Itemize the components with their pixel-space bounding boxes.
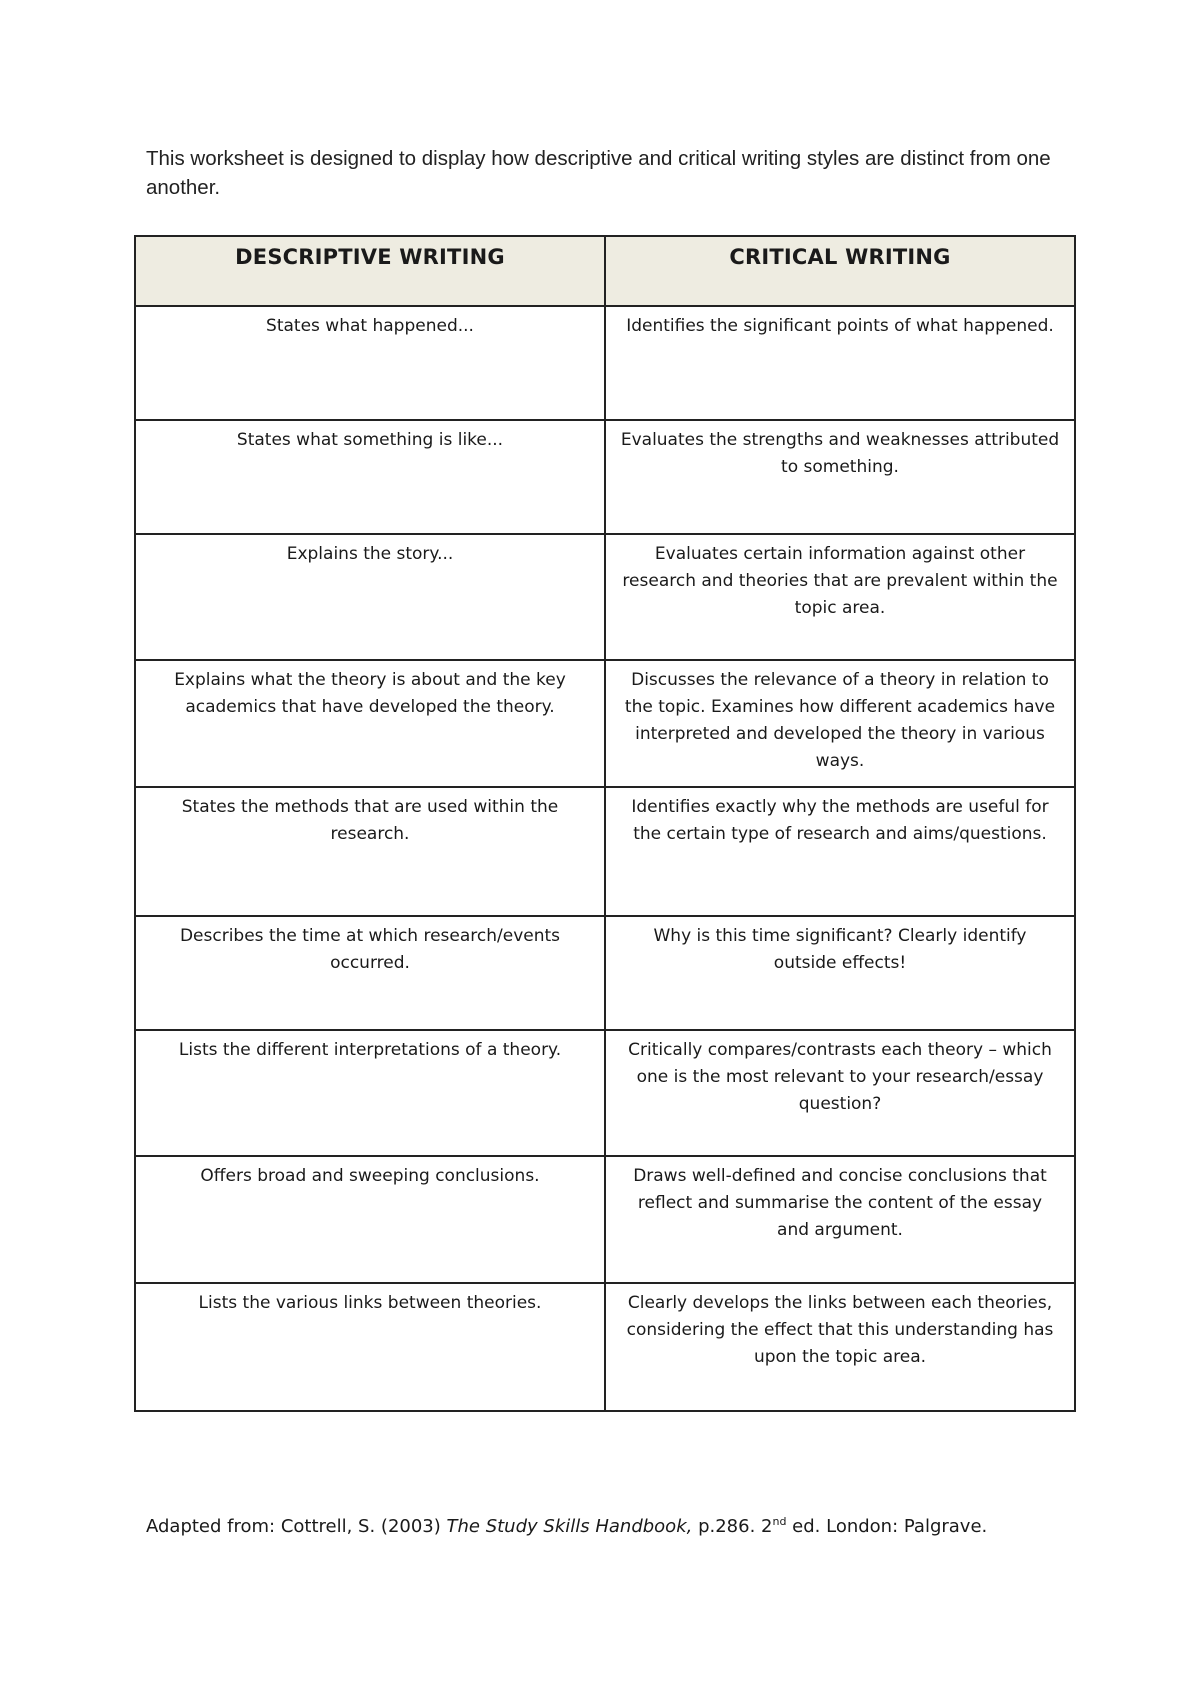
table-row xyxy=(135,306,1075,420)
citation-prefix: Adapted from: Cottrell, S. (2003) xyxy=(146,1516,447,1537)
table-row xyxy=(135,660,1075,787)
critical-cell: Clearly develops the links between each theories, considering the effect that this understanding has upon the topic area. xyxy=(605,1283,1075,1411)
table-row xyxy=(135,1030,1075,1156)
descriptive-cell: Explains the story... xyxy=(135,534,605,660)
critical-cell: Evaluates the strengths and weaknesses attributed to something. xyxy=(605,420,1075,534)
table-row xyxy=(135,916,1075,1030)
descriptive-cell: States the methods that are used within the research. xyxy=(135,787,605,916)
critical-cell: Identifies the significant points of what happened. xyxy=(605,306,1075,420)
critical-cell: Discusses the relevance of a theory in relation to the topic. Examines how different academics have interpreted and developed the theory in various ways. xyxy=(605,660,1075,787)
intro-text: This worksheet is designed to display how descriptive and critical writing styles are distinct from one another. xyxy=(146,147,1051,199)
descriptive-cell: Lists the different interpretations of a theory. xyxy=(135,1030,605,1156)
descriptive-cell: Explains what the theory is about and the key academics that have developed the theory. xyxy=(135,660,605,787)
table-row xyxy=(135,1156,1075,1283)
citation xyxy=(146,1514,1106,1540)
descriptive-cell: Lists the various links between theories. xyxy=(135,1283,605,1411)
table-row xyxy=(135,534,1075,660)
citation-book-title: The Study Skills Handbook, xyxy=(446,1516,693,1537)
table-row xyxy=(135,420,1075,534)
citation-page: p.286. 2 xyxy=(692,1516,773,1537)
critical-cell: Critically compares/contrasts each theory – which one is the most relevant to your research/essay question? xyxy=(605,1030,1075,1156)
critical-cell: Evaluates certain information against other research and theories that are prevalent within the topic area. xyxy=(605,534,1075,660)
descriptive-cell: States what something is like... xyxy=(135,420,605,534)
descriptive-cell: Offers broad and sweeping conclusions. xyxy=(135,1156,605,1283)
header-descriptive-writing: DESCRIPTIVE WRITING xyxy=(135,236,605,306)
descriptive-cell: Describes the time at which research/events occurred. xyxy=(135,916,605,1030)
citation-publisher: ed. London: Palgrave. xyxy=(786,1516,988,1537)
descriptive-cell: States what happened... xyxy=(135,306,605,420)
table-header-row xyxy=(135,236,1075,306)
header-critical-writing: CRITICAL WRITING xyxy=(605,236,1075,306)
table-row xyxy=(135,787,1075,916)
critical-cell: Why is this time significant? Clearly identify outside effects! xyxy=(605,916,1075,1030)
citation-edition-ordinal: nd xyxy=(772,1515,787,1528)
comparison-table xyxy=(134,235,1076,1412)
critical-cell: Identifies exactly why the methods are useful for the certain type of research and aims/questions. xyxy=(605,787,1075,916)
critical-cell: Draws well-defined and concise conclusions that reflect and summarise the content of the essay and argument. xyxy=(605,1156,1075,1283)
table-row xyxy=(135,1283,1075,1411)
